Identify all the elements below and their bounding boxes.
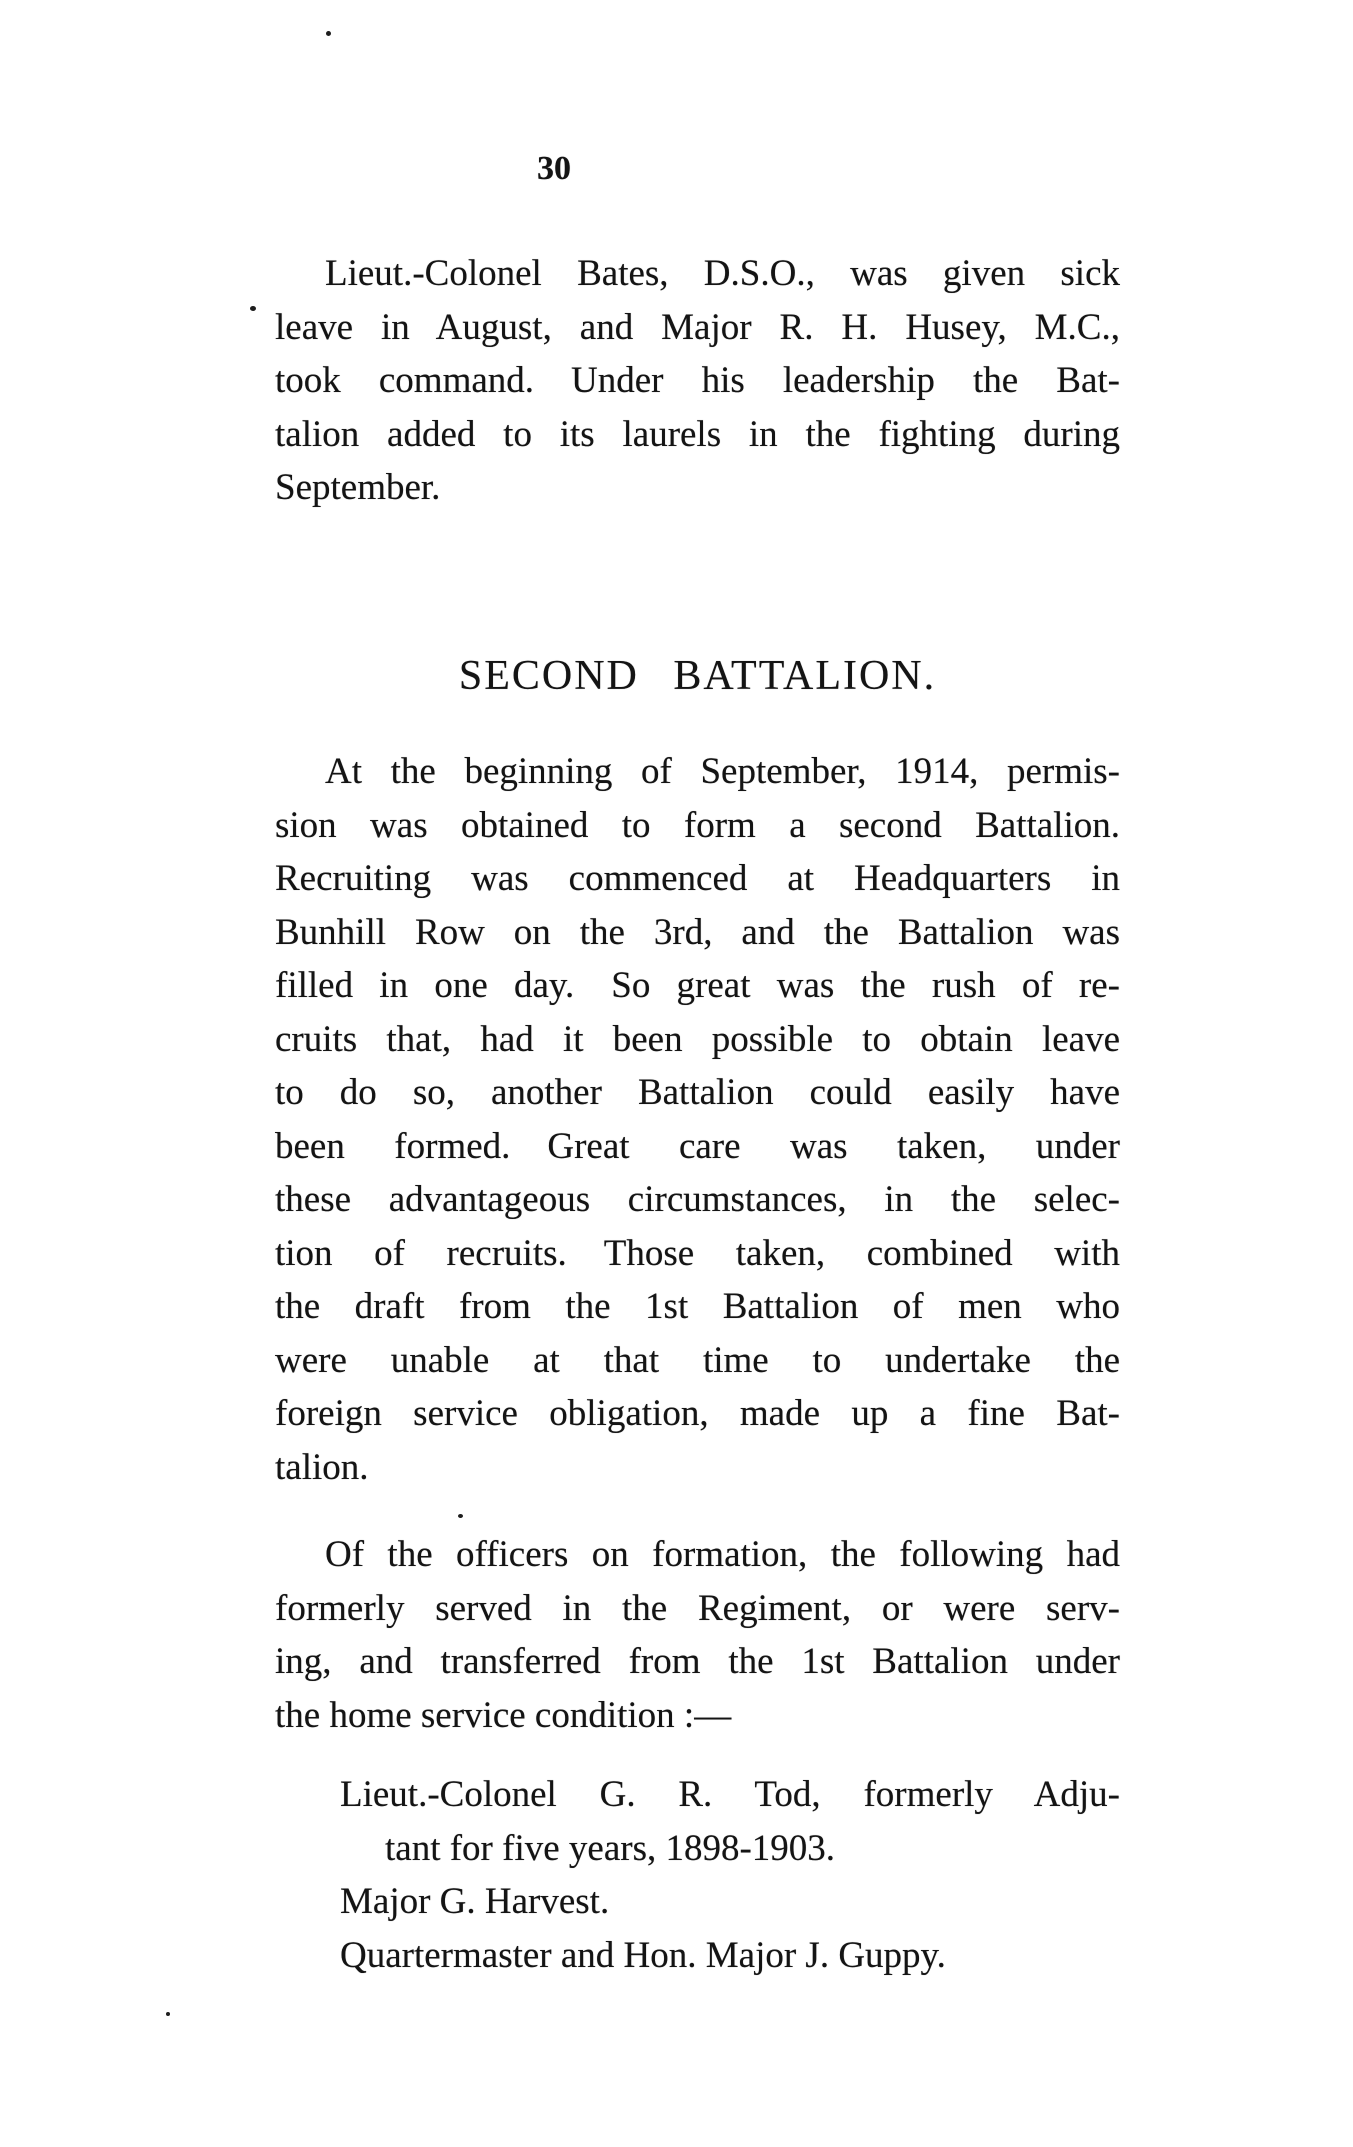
officer-list bbox=[340, 1768, 1120, 1982]
paragraph-sick-leave bbox=[275, 247, 1120, 515]
text-line: filled in one day. So great was the rush of re- bbox=[275, 965, 1120, 1006]
text-line: At the beginning of September, 1914, permis- bbox=[325, 751, 1120, 792]
text-line: cruits that, had it been possible to obtain leave bbox=[275, 1018, 1120, 1060]
text-line: Of the officers on formation, the following had bbox=[325, 1534, 1120, 1575]
text-line: foreign service obligation, made up a fine Bat- bbox=[275, 1393, 1120, 1434]
text-line: tion of recruits. Those taken, combined with bbox=[275, 1232, 1120, 1274]
print-speck bbox=[458, 1514, 463, 1518]
text-line: the home service condition :— bbox=[275, 1694, 732, 1736]
officer-list-item-continuation: tant for five years, 1898-1903. bbox=[385, 1827, 836, 1869]
section-heading: SECOND BATTALION. bbox=[458, 653, 937, 699]
text-line: Recruiting was commenced at Headquarters in bbox=[275, 858, 1120, 899]
text-line: leave in August, and Major R. H. Husey, M.C., bbox=[275, 306, 1120, 348]
text-line: were unable at that time to undertake the bbox=[275, 1339, 1120, 1381]
text-line: took command. Under his leadership the Bat- bbox=[275, 360, 1120, 401]
print-speck bbox=[166, 2012, 170, 2016]
text-line: sion was obtained to form a second Battalion. bbox=[275, 804, 1120, 846]
paragraph-officers-on-formation bbox=[275, 1528, 1120, 1742]
paragraph-second-battalion-formation bbox=[275, 745, 1120, 1494]
officer-list-item: Lieut.-Colonel G. R. Tod, formerly Adju- bbox=[340, 1774, 1120, 1815]
text-line: ing, and transferred from the 1st Battalion under bbox=[275, 1641, 1120, 1682]
text-line: to do so, another Battalion could easily have bbox=[275, 1072, 1120, 1113]
text-line: Lieut.-Colonel Bates, D.S.O., was given sick bbox=[325, 253, 1120, 294]
text-line: talion. bbox=[275, 1446, 369, 1488]
text-line: been formed. Great care was taken, under bbox=[275, 1125, 1120, 1167]
page-number: 30 bbox=[537, 150, 571, 187]
text-line: Bunhill Row on the 3rd, and the Battalion was bbox=[275, 911, 1120, 953]
text-line: these advantageous circumstances, in the selec- bbox=[275, 1179, 1120, 1220]
text-line: the draft from the 1st Battalion of men who bbox=[275, 1286, 1120, 1327]
officer-list-item: Major G. Harvest. bbox=[340, 1881, 610, 1922]
print-speck bbox=[250, 306, 256, 311]
text-line: formerly served in the Regiment, or were serv- bbox=[275, 1587, 1120, 1629]
text-line: September. bbox=[275, 467, 441, 508]
print-speck bbox=[326, 31, 331, 36]
text-line: talion added to its laurels in the fighting during bbox=[275, 413, 1120, 455]
officer-list-item: Quartermaster and Hon. Major J. Guppy. bbox=[340, 1934, 946, 1976]
